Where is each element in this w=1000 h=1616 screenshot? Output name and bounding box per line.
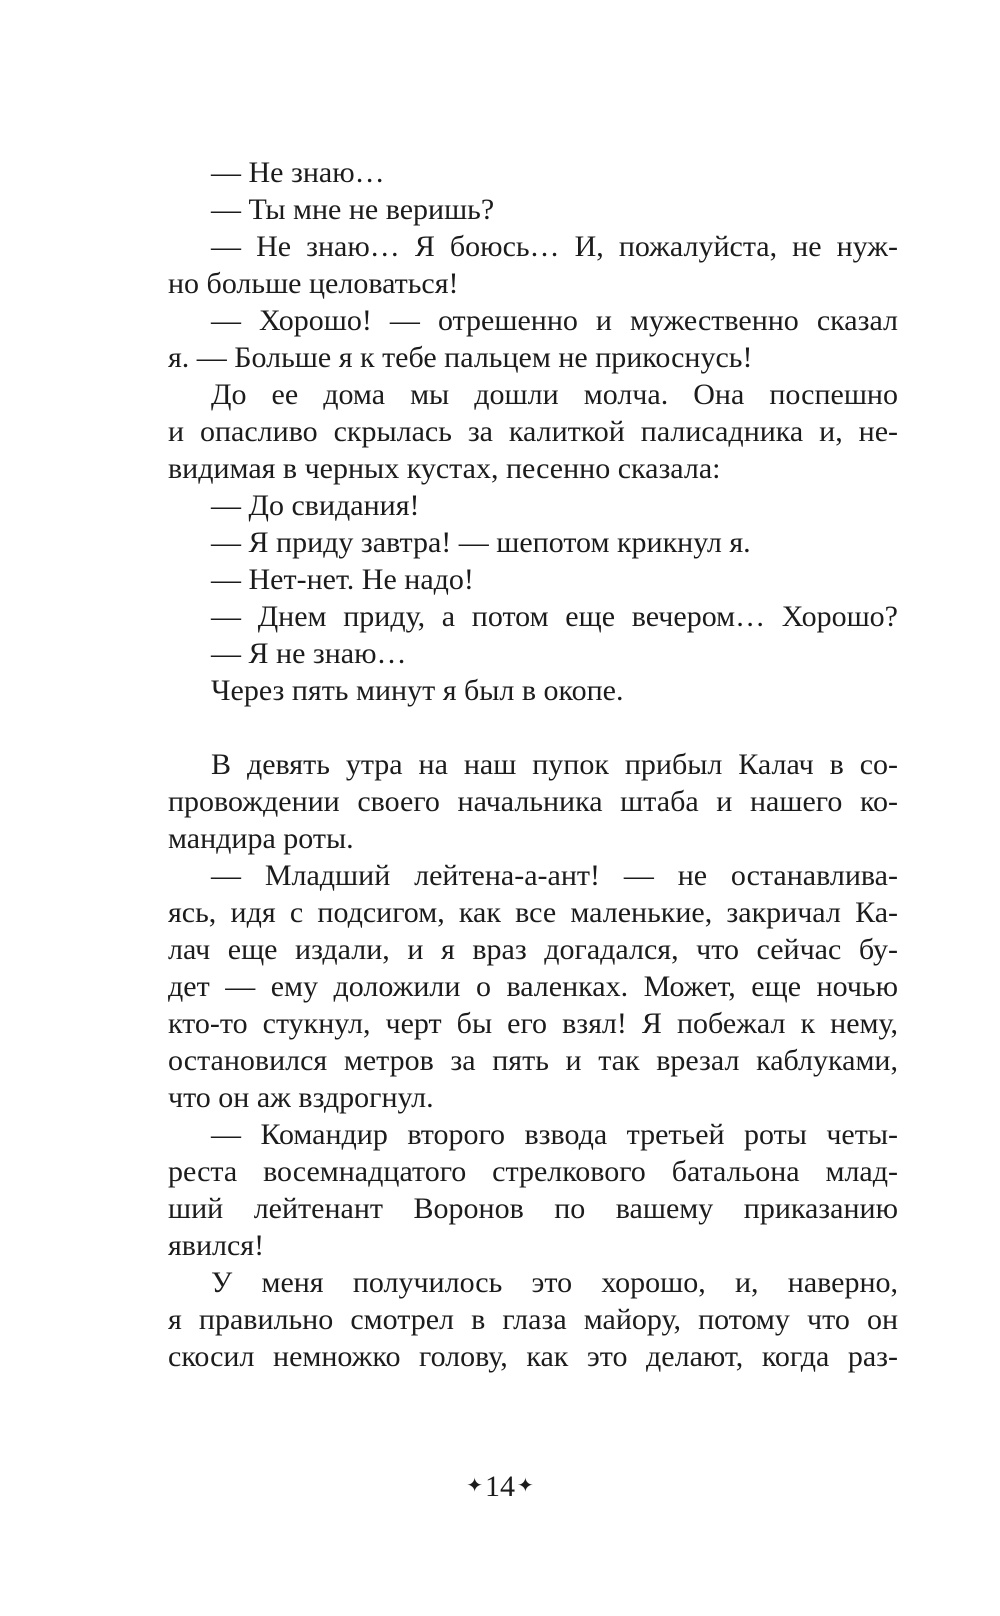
paragraph — [168, 524, 898, 561]
text-line: Через пять минут я был в окопе. — [211, 674, 624, 707]
text-line: ясь, идя с подсигом, как все маленькие, закричал Ка- — [168, 896, 898, 929]
text-line: ший лейтенант Воронов по вашему приказанию — [168, 1192, 898, 1225]
text-line: — Младший лейтена-а-ант! — не останавлива- — [211, 859, 898, 892]
text-line: мандира роты. — [168, 822, 354, 855]
paragraph — [168, 487, 898, 524]
text-line: У меня получилось это хорошо, и, наверно, — [211, 1266, 898, 1299]
page-footer — [0, 1468, 1000, 1505]
text-line: — До свидания! — [211, 489, 420, 522]
text-line: До ее дома мы дошли молча. Она поспешно — [211, 378, 898, 411]
text-line: видимая в черных кустах, песенно сказала: — [168, 452, 721, 485]
paragraph — [168, 154, 898, 191]
text-line: но больше целоваться! — [168, 267, 459, 300]
text-line: В девять утра на наш пупок прибыл Калач в со- — [211, 748, 898, 781]
text-line: провождении своего начальника штаба и нашего ко- — [168, 785, 898, 818]
text-line: остановился метров за пять и так врезал каблуками, — [168, 1044, 898, 1077]
ornament-left-icon: ✦ — [466, 1475, 483, 1497]
text-line: — Не знаю… — [211, 156, 385, 189]
text-line: дет — ему доложили о валенках. Может, еще ночью — [168, 970, 898, 1003]
text-line: — Я приду завтра! — шепотом крикнул я. — [211, 526, 751, 559]
paragraph — [168, 561, 898, 598]
text-line: — Командир второго взвода третьей роты четы- — [211, 1118, 898, 1151]
text-line: явился! — [168, 1229, 265, 1262]
paragraph — [168, 228, 898, 302]
text-line: — Днем приду, а потом еще вечером… Хорошо? — [211, 600, 898, 633]
text-line: лач еще издали, и я враз догадался, что сейчас бу- — [168, 933, 898, 966]
section-break — [168, 709, 898, 746]
text-line: я правильно смотрел в глаза майору, потому что он — [168, 1303, 898, 1336]
page-text — [168, 154, 898, 1375]
paragraph — [168, 191, 898, 228]
paragraph — [168, 1264, 898, 1375]
paragraph — [168, 635, 898, 672]
text-line: — Хорошо! — отрешенно и мужественно сказал — [211, 304, 898, 337]
paragraph — [168, 302, 898, 376]
paragraph — [168, 746, 898, 857]
text-line: и опасливо скрылась за калиткой палисадника и, не- — [168, 415, 898, 448]
text-line: скосил немножко голову, как это делают, когда раз- — [168, 1340, 898, 1373]
text-line: — Я не знаю… — [211, 637, 407, 670]
text-line: кто-то стукнул, черт бы его взял! Я побежал к нему, — [168, 1007, 898, 1040]
page-number: 14 — [485, 1470, 515, 1503]
text-line: — Нет-нет. Не надо! — [211, 563, 474, 596]
paragraph — [168, 857, 898, 1116]
text-line: — Ты мне не веришь? — [211, 193, 495, 226]
paragraph — [168, 672, 898, 709]
paragraph — [168, 1116, 898, 1264]
paragraph — [168, 598, 898, 635]
text-line: я. — Больше я к тебе пальцем не прикоснусь! — [168, 341, 753, 374]
ornament-right-icon: ✦ — [517, 1475, 534, 1497]
text-line: реста восемнадцатого стрелкового батальона млад- — [168, 1155, 898, 1188]
text-line: что он аж вздрогнул. — [168, 1081, 434, 1114]
text-line: — Не знаю… Я боюсь… И, пожалуйста, не нуж- — [211, 230, 898, 263]
paragraph — [168, 376, 898, 487]
